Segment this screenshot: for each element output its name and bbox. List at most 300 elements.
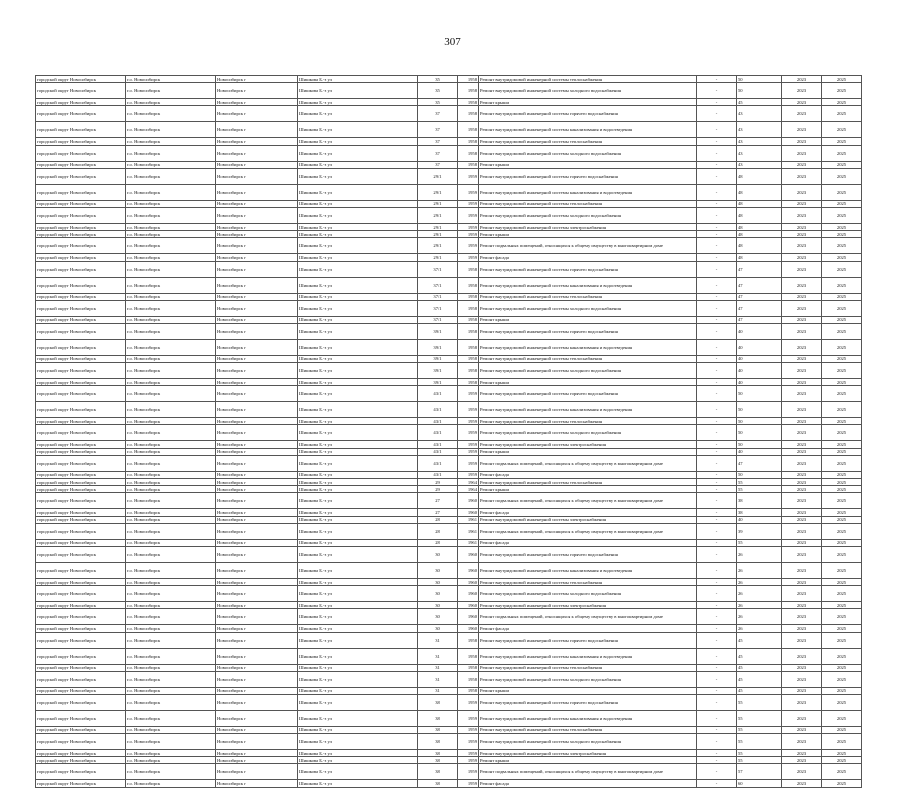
- build-year-cell: 1959: [458, 238, 479, 254]
- count-cell: 55: [737, 734, 782, 750]
- table-row: [36, 479, 862, 486]
- district-cell: г.о. Новосибирск: [126, 509, 216, 516]
- start-year-cell: 2023: [782, 710, 822, 726]
- district-cell: г.о. Новосибирск: [126, 106, 216, 122]
- city-cell: Новосибирск г: [216, 355, 298, 362]
- dash-cell: -: [697, 726, 737, 733]
- table-row: [36, 425, 862, 441]
- district-cell: г.о. Новосибирск: [126, 293, 216, 300]
- municipality-cell: городской округ Новосибирск: [36, 578, 126, 585]
- dash-cell: -: [697, 379, 737, 386]
- build-year-cell: 1960: [458, 602, 479, 609]
- district-cell: г.о. Новосибирск: [126, 323, 216, 339]
- municipality-cell: городской округ Новосибирск: [36, 609, 126, 625]
- start-year-cell: 2023: [782, 471, 822, 478]
- dash-cell: -: [697, 757, 737, 764]
- district-cell: г.о. Новосибирск: [126, 138, 216, 145]
- start-year-cell: 2023: [782, 184, 822, 200]
- end-year-cell: 2025: [822, 122, 862, 138]
- end-year-cell: 2025: [822, 184, 862, 200]
- street-cell: Шишкова Б.-з ул: [298, 293, 418, 300]
- street-cell: Шишкова Б.-з ул: [298, 300, 418, 316]
- build-year-cell: 1959: [458, 168, 479, 184]
- city-cell: Новосибирск г: [216, 99, 298, 106]
- start-year-cell: 2023: [782, 764, 822, 780]
- municipality-cell: городской округ Новосибирск: [36, 757, 126, 764]
- work-type-cell: Ремонт подвальных помещений, относящихся к общему имуществу в многоквартирном доме: [479, 523, 697, 539]
- municipality-cell: городской округ Новосибирск: [36, 780, 126, 787]
- count-cell: 26: [737, 609, 782, 625]
- city-cell: Новосибирск г: [216, 632, 298, 648]
- end-year-cell: 2025: [822, 539, 862, 546]
- start-year-cell: 2023: [782, 168, 822, 184]
- end-year-cell: 2025: [822, 479, 862, 486]
- table-row: [36, 83, 862, 99]
- municipality-cell: городской округ Новосибирск: [36, 516, 126, 523]
- work-type-cell: Ремонт крыши: [479, 486, 697, 493]
- city-cell: Новосибирск г: [216, 200, 298, 207]
- start-year-cell: 2023: [782, 300, 822, 316]
- build-year-cell: 1960: [458, 625, 479, 632]
- build-year-cell: 1959: [458, 418, 479, 425]
- table-row: [36, 316, 862, 323]
- table-row: [36, 509, 862, 516]
- start-year-cell: 2023: [782, 106, 822, 122]
- work-type-cell: Ремонт внутридомовой инженерной системы теплоснабжения: [479, 200, 697, 207]
- house-number-cell: 37: [418, 161, 458, 168]
- build-year-cell: 1959: [458, 184, 479, 200]
- district-cell: г.о. Новосибирск: [126, 780, 216, 787]
- municipality-cell: городской округ Новосибирск: [36, 734, 126, 750]
- start-year-cell: 2023: [782, 648, 822, 664]
- city-cell: Новосибирск г: [216, 486, 298, 493]
- end-year-cell: 2025: [822, 609, 862, 625]
- municipality-cell: городской округ Новосибирск: [36, 562, 126, 578]
- municipality-cell: городской округ Новосибирск: [36, 277, 126, 293]
- city-cell: Новосибирск г: [216, 122, 298, 138]
- table-row: [36, 586, 862, 602]
- table-row: [36, 363, 862, 379]
- district-cell: г.о. Новосибирск: [126, 300, 216, 316]
- build-year-cell: 1958: [458, 323, 479, 339]
- build-year-cell: 1958: [458, 671, 479, 687]
- start-year-cell: 2023: [782, 780, 822, 787]
- count-cell: 55: [737, 750, 782, 757]
- street-cell: Шишкова Б.-з ул: [298, 562, 418, 578]
- end-year-cell: 2025: [822, 671, 862, 687]
- street-cell: Шишкова Б.-з ул: [298, 578, 418, 585]
- end-year-cell: 2025: [822, 664, 862, 671]
- table-row: [36, 277, 862, 293]
- dash-cell: -: [697, 76, 737, 83]
- build-year-cell: 1958: [458, 293, 479, 300]
- end-year-cell: 2025: [822, 625, 862, 632]
- house-number-cell: 31: [418, 664, 458, 671]
- repair-schedule-table: [35, 75, 862, 788]
- end-year-cell: 2025: [822, 99, 862, 106]
- street-cell: Шишкова Б.-з ул: [298, 523, 418, 539]
- work-type-cell: Ремонт фасада: [479, 539, 697, 546]
- street-cell: Шишкова Б.-з ул: [298, 145, 418, 161]
- work-type-cell: Ремонт фасада: [479, 625, 697, 632]
- dash-cell: -: [697, 509, 737, 516]
- table-row: [36, 448, 862, 455]
- end-year-cell: 2025: [822, 648, 862, 664]
- work-type-cell: Ремонт фасада: [479, 780, 697, 787]
- street-cell: Шишкова Б.-з ул: [298, 486, 418, 493]
- district-cell: г.о. Новосибирск: [126, 254, 216, 261]
- start-year-cell: 2023: [782, 602, 822, 609]
- district-cell: г.о. Новосибирск: [126, 694, 216, 710]
- end-year-cell: 2025: [822, 425, 862, 441]
- city-cell: Новосибирск г: [216, 231, 298, 238]
- street-cell: Шишкова Б.-з ул: [298, 425, 418, 441]
- street-cell: Шишкова Б.-з ул: [298, 664, 418, 671]
- city-cell: Новосибирск г: [216, 254, 298, 261]
- house-number-cell: 38: [418, 757, 458, 764]
- municipality-cell: городской округ Новосибирск: [36, 602, 126, 609]
- table-row: [36, 441, 862, 448]
- municipality-cell: городской округ Новосибирск: [36, 625, 126, 632]
- count-cell: 50: [737, 418, 782, 425]
- start-year-cell: 2023: [782, 402, 822, 418]
- city-cell: Новосибирск г: [216, 648, 298, 664]
- city-cell: Новосибирск г: [216, 694, 298, 710]
- city-cell: Новосибирск г: [216, 293, 298, 300]
- count-cell: 47: [737, 455, 782, 471]
- count-cell: 48: [737, 200, 782, 207]
- district-cell: г.о. Новосибирск: [126, 479, 216, 486]
- house-number-cell: 37: [418, 122, 458, 138]
- house-number-cell: 38: [418, 764, 458, 780]
- work-type-cell: Ремонт внутридомовой инженерной системы горячего водоснабжения: [479, 323, 697, 339]
- house-number-cell: 39/1: [418, 355, 458, 362]
- end-year-cell: 2025: [822, 757, 862, 764]
- municipality-cell: городской округ Новосибирск: [36, 425, 126, 441]
- build-year-cell: 1960: [458, 578, 479, 585]
- district-cell: г.о. Новосибирск: [126, 355, 216, 362]
- dash-cell: -: [697, 687, 737, 694]
- work-type-cell: Ремонт внутридомовой инженерной системы холодного водоснабжения: [479, 425, 697, 441]
- start-year-cell: 2023: [782, 339, 822, 355]
- work-type-cell: Ремонт подвальных помещений, относящихся к общему имуществу в многоквартирном доме: [479, 493, 697, 509]
- dash-cell: -: [697, 161, 737, 168]
- dash-cell: -: [697, 780, 737, 787]
- work-type-cell: Ремонт внутридомовой инженерной системы канализования и водоотведения: [479, 648, 697, 664]
- house-number-cell: 37/1: [418, 277, 458, 293]
- street-cell: Шишкова Б.-з ул: [298, 161, 418, 168]
- table-row: [36, 671, 862, 687]
- municipality-cell: городской округ Новосибирск: [36, 138, 126, 145]
- city-cell: Новосибирск г: [216, 425, 298, 441]
- street-cell: Шишкова Б.-з ул: [298, 316, 418, 323]
- house-number-cell: 39/1: [418, 363, 458, 379]
- district-cell: г.о. Новосибирск: [126, 441, 216, 448]
- build-year-cell: 1958: [458, 83, 479, 99]
- work-type-cell: Ремонт внутридомовой инженерной системы горячего водоснабжения: [479, 106, 697, 122]
- municipality-cell: городской округ Новосибирск: [36, 441, 126, 448]
- work-type-cell: Ремонт внутридомовой инженерной системы электроснабжения: [479, 441, 697, 448]
- house-number-cell: 43/1: [418, 386, 458, 402]
- start-year-cell: 2023: [782, 671, 822, 687]
- table-row: [36, 734, 862, 750]
- build-year-cell: 1959: [458, 726, 479, 733]
- table-row: [36, 300, 862, 316]
- count-cell: 38: [737, 493, 782, 509]
- start-year-cell: 2023: [782, 76, 822, 83]
- street-cell: Шишкова Б.-з ул: [298, 539, 418, 546]
- dash-cell: -: [697, 479, 737, 486]
- count-cell: 45: [737, 632, 782, 648]
- end-year-cell: 2025: [822, 578, 862, 585]
- city-cell: Новосибирск г: [216, 316, 298, 323]
- dash-cell: -: [697, 664, 737, 671]
- municipality-cell: городской округ Новосибирск: [36, 539, 126, 546]
- city-cell: Новосибирск г: [216, 546, 298, 562]
- count-cell: 50: [737, 425, 782, 441]
- count-cell: 47: [737, 293, 782, 300]
- start-year-cell: 2023: [782, 546, 822, 562]
- table-row: [36, 648, 862, 664]
- house-number-cell: 28: [418, 523, 458, 539]
- dash-cell: -: [697, 323, 737, 339]
- end-year-cell: 2025: [822, 379, 862, 386]
- start-year-cell: 2023: [782, 316, 822, 323]
- count-cell: 40: [737, 379, 782, 386]
- district-cell: г.о. Новосибирск: [126, 664, 216, 671]
- city-cell: Новосибирск г: [216, 578, 298, 585]
- start-year-cell: 2023: [782, 562, 822, 578]
- house-number-cell: 29: [418, 486, 458, 493]
- table-row: [36, 379, 862, 386]
- dash-cell: -: [697, 471, 737, 478]
- municipality-cell: городской округ Новосибирск: [36, 145, 126, 161]
- end-year-cell: 2025: [822, 277, 862, 293]
- house-number-cell: 35: [418, 83, 458, 99]
- end-year-cell: 2025: [822, 83, 862, 99]
- district-cell: г.о. Новосибирск: [126, 448, 216, 455]
- municipality-cell: городской округ Новосибирск: [36, 300, 126, 316]
- count-cell: 40: [737, 516, 782, 523]
- house-number-cell: 29/1: [418, 168, 458, 184]
- street-cell: Шишкова Б.-з ул: [298, 671, 418, 687]
- start-year-cell: 2023: [782, 516, 822, 523]
- dash-cell: -: [697, 339, 737, 355]
- build-year-cell: 1958: [458, 355, 479, 362]
- table-row: [36, 231, 862, 238]
- city-cell: Новосибирск г: [216, 138, 298, 145]
- start-year-cell: 2023: [782, 750, 822, 757]
- table-row: [36, 99, 862, 106]
- count-cell: 50: [737, 441, 782, 448]
- build-year-cell: 1959: [458, 471, 479, 478]
- district-cell: г.о. Новосибирск: [126, 83, 216, 99]
- work-type-cell: Ремонт внутридомовой инженерной системы канализования и водоотведения: [479, 184, 697, 200]
- district-cell: г.о. Новосибирск: [126, 418, 216, 425]
- dash-cell: -: [697, 671, 737, 687]
- end-year-cell: 2025: [822, 448, 862, 455]
- build-year-cell: 1958: [458, 363, 479, 379]
- municipality-cell: городской округ Новосибирск: [36, 231, 126, 238]
- dash-cell: -: [697, 493, 737, 509]
- street-cell: Шишкова Б.-з ул: [298, 418, 418, 425]
- city-cell: Новосибирск г: [216, 386, 298, 402]
- end-year-cell: 2025: [822, 694, 862, 710]
- municipality-cell: городской округ Новосибирск: [36, 363, 126, 379]
- build-year-cell: 1959: [458, 780, 479, 787]
- city-cell: Новосибирск г: [216, 363, 298, 379]
- work-type-cell: Ремонт внутридомовой инженерной системы теплоснабжения: [479, 578, 697, 585]
- dash-cell: -: [697, 441, 737, 448]
- district-cell: г.о. Новосибирск: [126, 386, 216, 402]
- start-year-cell: 2023: [782, 441, 822, 448]
- build-year-cell: 1959: [458, 448, 479, 455]
- dash-cell: -: [697, 138, 737, 145]
- dash-cell: -: [697, 261, 737, 277]
- dash-cell: -: [697, 122, 737, 138]
- end-year-cell: 2025: [822, 687, 862, 694]
- count-cell: 26: [737, 562, 782, 578]
- dash-cell: -: [697, 562, 737, 578]
- count-cell: 50: [737, 386, 782, 402]
- municipality-cell: городской округ Новосибирск: [36, 323, 126, 339]
- start-year-cell: 2023: [782, 99, 822, 106]
- district-cell: г.о. Новосибирск: [126, 145, 216, 161]
- house-number-cell: 37: [418, 145, 458, 161]
- street-cell: Шишкова Б.-з ул: [298, 355, 418, 362]
- dash-cell: -: [697, 609, 737, 625]
- dash-cell: -: [697, 625, 737, 632]
- dash-cell: -: [697, 516, 737, 523]
- table-row: [36, 609, 862, 625]
- house-number-cell: 30: [418, 546, 458, 562]
- house-number-cell: 39/1: [418, 339, 458, 355]
- municipality-cell: городской округ Новосибирск: [36, 402, 126, 418]
- district-cell: г.о. Новосибирск: [126, 99, 216, 106]
- city-cell: Новосибирск г: [216, 402, 298, 418]
- dash-cell: -: [697, 254, 737, 261]
- work-type-cell: Ремонт внутридомовой инженерной системы горячего водоснабжения: [479, 261, 697, 277]
- street-cell: Шишкова Б.-з ул: [298, 694, 418, 710]
- work-type-cell: Ремонт внутридомовой инженерной системы теплоснабжения: [479, 76, 697, 83]
- count-cell: 50: [737, 76, 782, 83]
- municipality-cell: городской округ Новосибирск: [36, 648, 126, 664]
- end-year-cell: 2025: [822, 138, 862, 145]
- municipality-cell: городской округ Новосибирск: [36, 418, 126, 425]
- street-cell: Шишкова Б.-з ул: [298, 516, 418, 523]
- district-cell: г.о. Новосибирск: [126, 223, 216, 230]
- city-cell: Новосибирск г: [216, 168, 298, 184]
- work-type-cell: Ремонт внутридомовой инженерной системы канализования и водоотведения: [479, 402, 697, 418]
- dash-cell: -: [697, 734, 737, 750]
- city-cell: Новосибирск г: [216, 455, 298, 471]
- end-year-cell: 2025: [822, 293, 862, 300]
- street-cell: Шишкова Б.-з ул: [298, 710, 418, 726]
- count-cell: 48: [737, 207, 782, 223]
- city-cell: Новосибирск г: [216, 509, 298, 516]
- house-number-cell: 28: [418, 516, 458, 523]
- street-cell: Шишкова Б.-з ул: [298, 734, 418, 750]
- district-cell: г.о. Новосибирск: [126, 562, 216, 578]
- work-type-cell: Ремонт крыши: [479, 687, 697, 694]
- municipality-cell: городской округ Новосибирск: [36, 586, 126, 602]
- table-row: [36, 261, 862, 277]
- municipality-cell: городской округ Новосибирск: [36, 694, 126, 710]
- work-type-cell: Ремонт внутридомовой инженерной системы холодного водоснабжения: [479, 586, 697, 602]
- municipality-cell: городской округ Новосибирск: [36, 486, 126, 493]
- district-cell: г.о. Новосибирск: [126, 455, 216, 471]
- count-cell: 47: [737, 300, 782, 316]
- city-cell: Новосибирск г: [216, 562, 298, 578]
- municipality-cell: городской округ Новосибирск: [36, 448, 126, 455]
- end-year-cell: 2025: [822, 300, 862, 316]
- start-year-cell: 2023: [782, 277, 822, 293]
- start-year-cell: 2023: [782, 539, 822, 546]
- district-cell: г.о. Новосибирск: [126, 238, 216, 254]
- work-type-cell: Ремонт крыши: [479, 757, 697, 764]
- work-type-cell: Ремонт внутридомовой инженерной системы теплоснабжения: [479, 418, 697, 425]
- street-cell: Шишкова Б.-з ул: [298, 254, 418, 261]
- street-cell: Шишкова Б.-з ул: [298, 455, 418, 471]
- city-cell: Новосибирск г: [216, 83, 298, 99]
- work-type-cell: Ремонт внутридомовой инженерной системы теплоснабжения: [479, 138, 697, 145]
- city-cell: Новосибирск г: [216, 539, 298, 546]
- end-year-cell: 2025: [822, 223, 862, 230]
- work-type-cell: Ремонт внутридомовой инженерной системы канализования и водоотведения: [479, 562, 697, 578]
- street-cell: Шишкова Б.-з ул: [298, 363, 418, 379]
- start-year-cell: 2023: [782, 293, 822, 300]
- table-row: [36, 780, 862, 787]
- dash-cell: -: [697, 200, 737, 207]
- end-year-cell: 2025: [822, 76, 862, 83]
- street-cell: Шишкова Б.-з ул: [298, 386, 418, 402]
- end-year-cell: 2025: [822, 261, 862, 277]
- table-row: [36, 293, 862, 300]
- count-cell: 40: [737, 363, 782, 379]
- count-cell: 26: [737, 586, 782, 602]
- municipality-cell: городской округ Новосибирск: [36, 479, 126, 486]
- district-cell: г.о. Новосибирск: [126, 586, 216, 602]
- start-year-cell: 2023: [782, 223, 822, 230]
- dash-cell: -: [697, 238, 737, 254]
- district-cell: г.о. Новосибирск: [126, 277, 216, 293]
- work-type-cell: Ремонт внутридомовой инженерной системы электроснабжения: [479, 602, 697, 609]
- start-year-cell: 2023: [782, 734, 822, 750]
- end-year-cell: 2025: [822, 734, 862, 750]
- house-number-cell: 30: [418, 562, 458, 578]
- municipality-cell: городской округ Новосибирск: [36, 161, 126, 168]
- city-cell: Новосибирск г: [216, 516, 298, 523]
- city-cell: Новосибирск г: [216, 184, 298, 200]
- table-row: [36, 122, 862, 138]
- table-row: [36, 632, 862, 648]
- start-year-cell: 2023: [782, 509, 822, 516]
- build-year-cell: 1958: [458, 138, 479, 145]
- start-year-cell: 2023: [782, 578, 822, 585]
- end-year-cell: 2025: [822, 145, 862, 161]
- count-cell: 50: [737, 83, 782, 99]
- house-number-cell: 29/1: [418, 200, 458, 207]
- district-cell: г.о. Новосибирск: [126, 76, 216, 83]
- district-cell: г.о. Новосибирск: [126, 523, 216, 539]
- street-cell: Шишкова Б.-з ул: [298, 586, 418, 602]
- work-type-cell: Ремонт внутридомовой инженерной системы холодного водоснабжения: [479, 363, 697, 379]
- work-type-cell: Ремонт внутридомовой инженерной системы холодного водоснабжения: [479, 207, 697, 223]
- street-cell: Шишкова Б.-з ул: [298, 238, 418, 254]
- municipality-cell: городской округ Новосибирск: [36, 339, 126, 355]
- build-year-cell: 1958: [458, 316, 479, 323]
- start-year-cell: 2023: [782, 632, 822, 648]
